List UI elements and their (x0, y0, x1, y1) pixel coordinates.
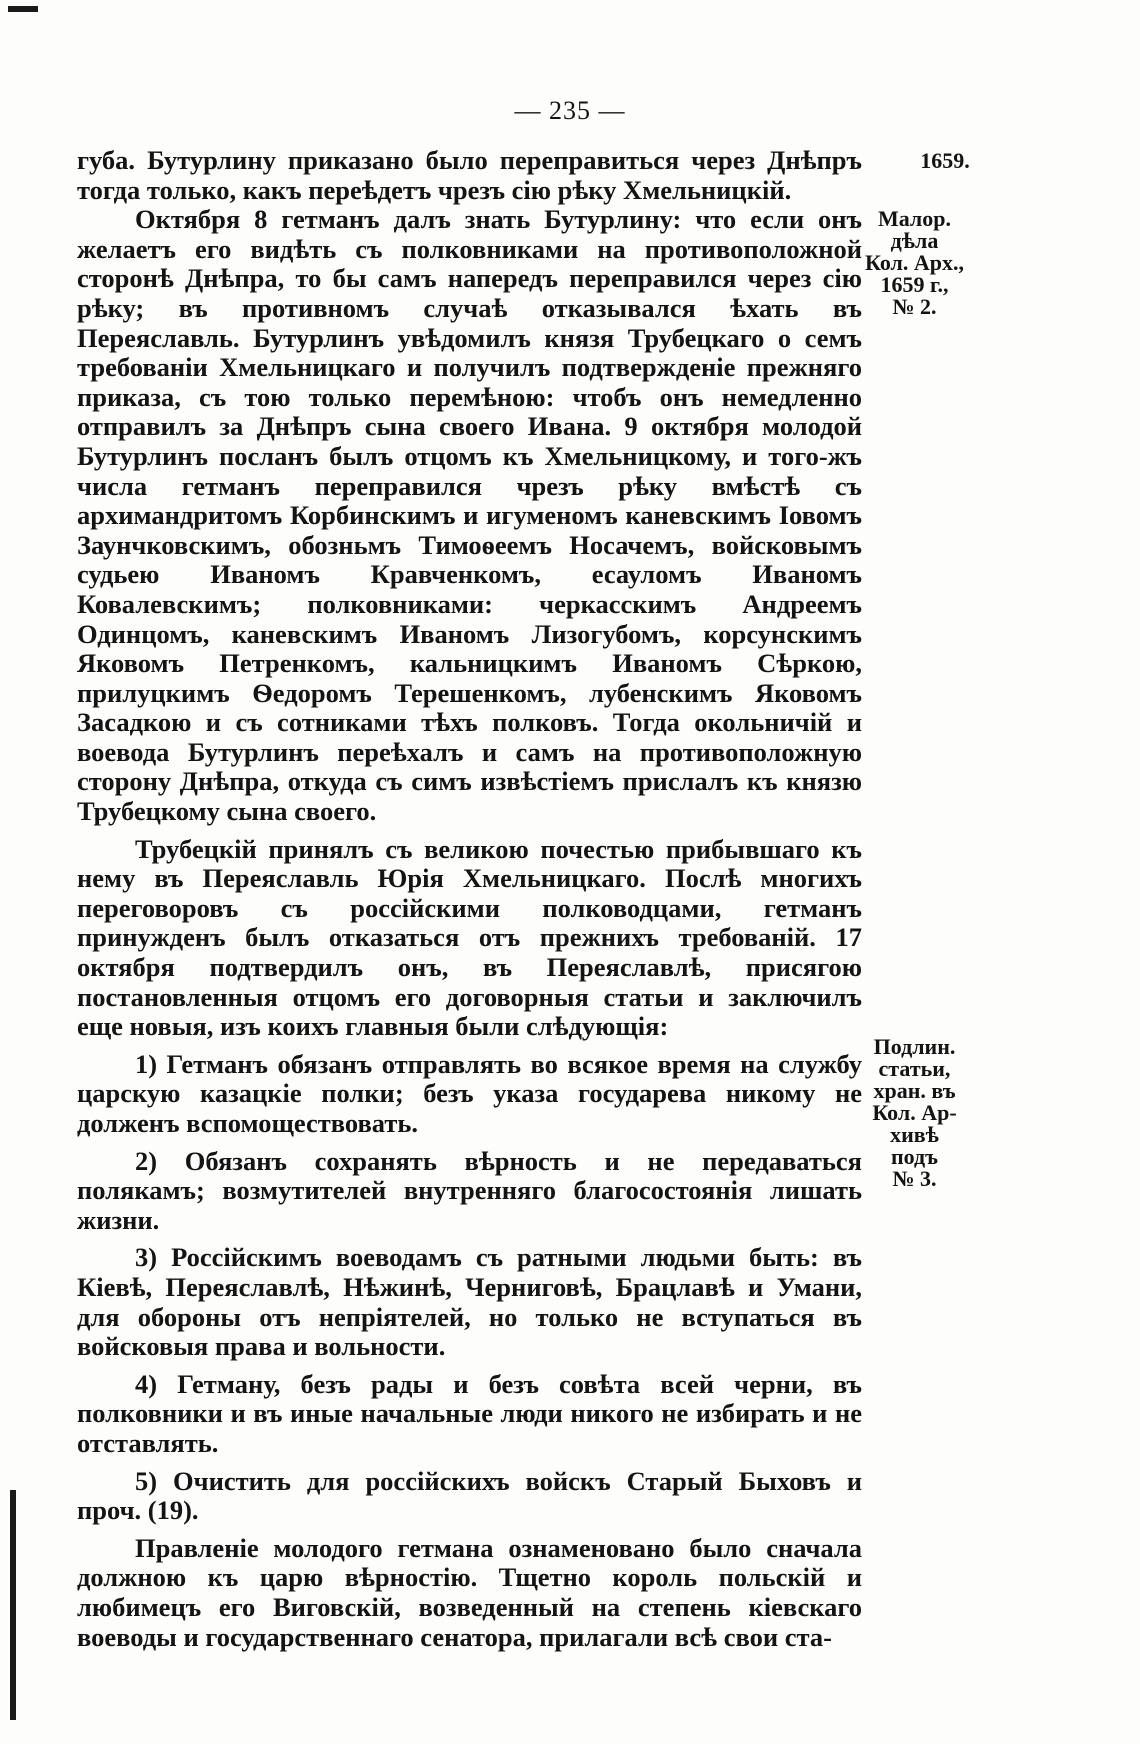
margin-note-line: Подлин. (873, 1034, 956, 1059)
main-text (77, 146, 862, 1652)
margin-note-line: № 2. (892, 294, 937, 319)
margin-note-line: Кол. Ар- (872, 1100, 957, 1125)
margin-note-line: 1659 г., (880, 272, 949, 297)
margin-note-line: подъ (891, 1144, 938, 1169)
margin-note-line: Малор. (877, 206, 952, 231)
list-item-4: 4) Гетману, безъ рады и безъ совѣта всей черни, въ полковники и въ иные начальные люди никого не избирать и не отставлять. (77, 1368, 862, 1458)
paragraph: Октября 8 гетманъ далъ знать Бутурлину: что если онъ желаетъ его видѣть съ полковниками на противоположной сторонѣ Днѣпра, то бы самъ напередъ переправился через сію рѣку; въ противномъ случаѣ отказывался ѣхать въ Переяславль. Бутурлинъ увѣдомилъ князя Трубецкаго о семъ требованіи Хмельницкаго и получилъ подтвержденіе прежняго приказа, съ тою только перемѣною: чтобъ онъ немедленно отправилъ за Днѣпръ сына своего Ивана. 9 октября молодой Бутурлинъ посланъ былъ отцомъ къ Хмельницкому, и того-жъ числа гетманъ переправился чрезъ рѣку вмѣстѣ съ архимандритомъ Корбинскимъ и игуменомъ каневскимъ Іовомъ Заунчковскимъ, обозньмъ Тимоѳеемъ Носачемъ, войсковымъ судьею Иваномъ Кравченкомъ, есауломъ Иваномъ Ковалевскимъ; полковниками: черкасскимъ Андреемъ Одинцомъ, каневскимъ Иваномъ Лизогубомъ, корсунскимъ Яковомъ Петренкомъ, кальницкимъ Иваномъ Сѣркою, прилуцкимъ Ѳедоромъ Терешенкомъ, лубенскимъ Яковомъ Засадкою и съ сотниками тѣхъ полковъ. Тогда окольничій и воевода Бутурлинъ переѣхалъ и самъ на противоположную сторону Днѣпра, откуда съ симъ извѣстіемъ прислалъ къ князю Трубецкому сына своего. (77, 204, 862, 827)
margin-note-line: хран. въ (873, 1078, 956, 1103)
page-number: — 235 — (514, 96, 626, 125)
list-item-3: 3) Россійскимъ воеводамъ съ ратными людьми быть: въ Кіевѣ, Переяславлѣ, Нѣжинѣ, Черниговѣ, Брацлавѣ и Умани, для обороны отъ непріятелей, но только не вступаться въ войсковыя права и вольности. (77, 1242, 862, 1362)
list-item-2: 2) Обязанъ сохранять вѣрность и не передаваться полякамъ; возмутителей внутренняго благосостоянія лишать жизни. (77, 1145, 862, 1235)
margin-note-source-1 (862, 208, 967, 318)
margin-note-line: Кол. Арх., (864, 250, 965, 275)
scan-edge-mark-top (8, 6, 38, 12)
margin-note-line: дѣла (890, 228, 939, 253)
margin-note-source-2 (862, 1036, 967, 1190)
paragraph: Трубецкій принялъ съ великою почестью прибывшаго къ нему въ Переяславль Юрія Хмельницкаго. Послѣ многихъ переговоровъ съ россійскими полководцами, гетманъ принужденъ былъ отказаться отъ прежнихъ требованій. 17 октября подтвердилъ онъ, въ Переяславлѣ, присягою постановленныя отцомъ его договорныя статьи и заключилъ еще новыя, изъ коихъ главныя были слѣдующія: (77, 833, 862, 1042)
margin-note-line: хивѣ (890, 1122, 939, 1147)
list-item-1: 1) Гетманъ обязанъ отправлять во всякое время на службу царскую казацкіе полки; безъ указа государева никому не долженъ вспомоществовать. (77, 1048, 862, 1138)
margin-note-line: № 3. (892, 1166, 937, 1191)
margin-note-line: статьи, (878, 1056, 951, 1081)
list-item-5: 5) Очистить для россійскихъ войскъ Старый Быховъ и проч. (19). (77, 1465, 862, 1526)
margin-note-year: 1659. (920, 148, 970, 173)
paragraph-continuation: губа. Бутурлину приказано было переправиться через Днѣпръ тогда только, какъ переѣдетъ чрезъ сію рѣку Хмельницкій. (77, 145, 862, 205)
paragraph: Правленіе молодого гетмана ознаменовано было сначала должною къ царю вѣрностію. Тщетно король польскій и любимецъ его Виговскій, возведенный на степень кіевскаго воеводы и государственнаго сенатора, прилагали всѣ свои ста- (77, 1532, 862, 1652)
scan-edge-mark-left (10, 1490, 16, 1720)
